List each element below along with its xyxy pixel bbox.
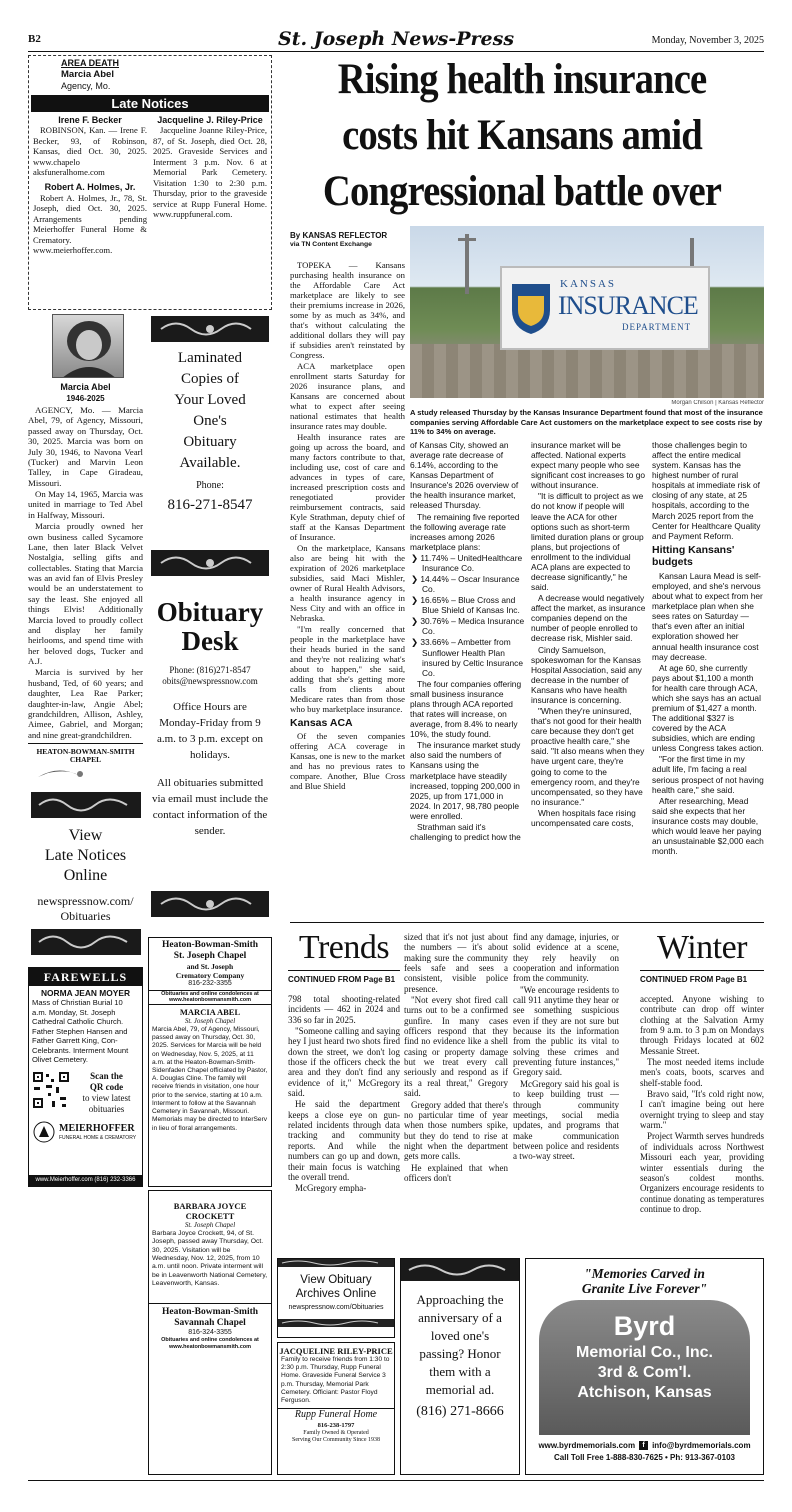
- winter-title: Winter: [656, 929, 748, 966]
- farewells-footer[interactable]: www.Meierhoffer.com (816) 232-3366: [29, 1175, 142, 1186]
- memorial-phone: (816) 271-8666: [416, 1404, 504, 1419]
- lam-line-4: One's: [193, 413, 227, 429]
- col2-p4: The insurance market study also said the numbers of Kansans using the marketplace have steadily increased, topping 200,000 in 2025, up from 171,000 in 2024. In 2017, 98,780 people were enrolled.: [410, 740, 521, 821]
- trends-c3-p3: McGregory said his goal is to keep building trust — through community meetings, social media updates, and programs that make communication between police and residents a two-way street.: [513, 1078, 619, 1162]
- trends-col-3: [513, 932, 619, 1256]
- byrd-web[interactable]: www.byrdmemorials.com: [538, 1441, 636, 1450]
- portrait-icon: [53, 315, 124, 378]
- lam-phone-label: Phone:: [196, 480, 224, 491]
- scroll-ornament-icon: [148, 548, 272, 578]
- col3-p5: "When they're uninsured, that's not good for their health care because they don't get proactive health care," she said. "It also means when they have urgent care, they're going to come to the emergency room, and they're uncompensated, so they have no insurance.": [531, 706, 645, 807]
- farewells-text: Mass of Christian Burial 10 a.m. Monday, St. Joseph Cathedral Catholic Church. Father Stephen Hansen and Father Garrett King, Con-Celebrants. Interment Mount Olivet Cemetery.: [32, 998, 129, 1065]
- hbs-t4: Crematory Company: [175, 971, 245, 980]
- archives-url[interactable]: newspressnow.com/Obituaries: [288, 1304, 384, 1311]
- story-col-3: [531, 440, 646, 914]
- col3-p3: A decrease would negatively affect the market, as insurance companies depend on the number of people enrolled to decrease risk, Mishler said.: [531, 593, 646, 644]
- qr-l3: to view latest obituaries: [82, 1092, 131, 1114]
- rupp-sub1: Family Owned & Operated: [303, 1429, 369, 1436]
- bullet-1: ❯ 11.74% – UnitedHealthcare Insurance Co.: [411, 552, 523, 573]
- winter-p2: The most needed items include men's coats, boots, scarves and shelf-stable food.: [640, 1057, 764, 1088]
- scroll-ornament-icon: [28, 790, 143, 820]
- qr-l2: QR code: [89, 1081, 124, 1092]
- hbs-s1: Heaton-Bowman-Smith: [161, 1306, 259, 1317]
- late-notices-box: [28, 55, 272, 310]
- issue-date: Monday, November 3, 2025: [651, 35, 764, 46]
- bullet-5: ❯ 33.66% – Ambetter from Sunflower Health Plan insured by Celtic Insurance Co.: [411, 637, 524, 678]
- meierhoffer-name: MEIERHOFFER: [59, 1122, 135, 1134]
- trends-kicker: CONTINUED FROM Page B1: [288, 975, 396, 984]
- obituary-desk: [148, 548, 272, 924]
- qr-l1: Scan the: [90, 1070, 123, 1081]
- col3-p6: When hospitals face rising uncompensated care costs,: [531, 807, 636, 828]
- lam-phone: 816-271-8547: [167, 497, 253, 514]
- byrd-email[interactable]: info@byrdmemorials.com: [652, 1441, 751, 1450]
- byrd-l1: Memorial Co., Inc.: [576, 1343, 713, 1361]
- col1-p3: Health insurance rates are going up across the board, and many factors contribute to that, including use, cost of care and advances in types of care, increased prescription costs and renegotiated provider reimbursement contracts, said Kyle Strathman, deputy chief of staff at the Kansas Department of Insurance.: [290, 432, 405, 542]
- lam-line-5: Obituary: [183, 434, 237, 450]
- laminated-ad: [148, 314, 272, 522]
- hbs-t3: and St. Joseph: [186, 962, 234, 971]
- subhead-budgets: Hitting Kansans' budgets: [652, 543, 735, 569]
- photo-caption: A study released Thursday by the Kansas Insurance Department found that most of the insurance companies serving Affordable Care Act customers on the marketplace expect to see costs rise by 11% to 34% on average.: [410, 408, 763, 437]
- rupp-listing: [277, 1342, 395, 1475]
- col2-p3: The four companies offering small business insurance plans through ACA reported that rates will increase, on average, from 8.4% to nearly 10%, the study found.: [410, 678, 522, 740]
- trends-col-2: [404, 932, 508, 1256]
- scroll-ornament-icon: [278, 1319, 394, 1327]
- lam-line-2: Copies of: [181, 371, 239, 387]
- obit-body: [28, 405, 143, 740]
- bullet-4: ❯ 30.76% – Medica Insurance Co.: [411, 616, 525, 637]
- hbs-cond: Obituaries and online condolences at: [149, 990, 271, 998]
- rupp-phone: 816-238-1797: [317, 1421, 355, 1429]
- hbs-url[interactable]: www.heatonbowmansmith.com: [149, 997, 271, 1005]
- sign-line-2: INSURANCE: [558, 291, 698, 320]
- shield-icon: [510, 280, 552, 336]
- hbs-scond: Obituaries and online condolences at: [161, 1337, 259, 1344]
- winter-kicker: CONTINUED FROM Page B1: [640, 975, 748, 984]
- obit-photo: [52, 314, 124, 378]
- byrd-name: Byrd: [613, 1311, 676, 1341]
- desk-title-1: Obituary: [156, 597, 264, 627]
- notice-holmes-name: Robert A. Holmes, Jr.: [44, 181, 136, 192]
- view-late-url[interactable]: newspressnow.com/: [37, 894, 134, 908]
- trends-col-1: [288, 994, 400, 1256]
- crockett-listing: [148, 1190, 272, 1475]
- col3-p2: "It is difficult to project as we do not know if people will leave the ACA for other options such as short-term limited duration plans or group plans, but projections of enrollment to the individual ACA plans are expected to decrease significantly," he said.: [531, 491, 644, 593]
- col4-p3: At age 60, she currently pays about $1,100 a month for health care through ACA, which she says has an actual premium of $1,427 a month. The additional $327 is covered by the ACA subsidies, which are ending unless Congress takes action.: [652, 662, 764, 754]
- trends-c1-p3: He said the department keeps a close eye on gun-related incidents through data tracking and community reports. And while the numbers can go up and down, their main focus is watching the overall trend.: [288, 1099, 400, 1182]
- byrd-phones: Call Toll Free 1-888-830-7625 • Ph: 913-367-0103: [554, 1452, 735, 1462]
- meierhoffer-logo-icon: [33, 1121, 55, 1143]
- archives-l1: View Obituary: [300, 1274, 372, 1286]
- hbs-c2: St. Joseph Chapel: [184, 1221, 236, 1229]
- byrd-stone: [539, 1300, 750, 1435]
- obit-years: 1946-2025: [66, 394, 105, 403]
- archives-l2: Archives Online: [295, 1288, 377, 1300]
- memorial-ad: [400, 1258, 520, 1475]
- byrd-ad: [525, 1258, 764, 1475]
- facebook-icon: f: [639, 1441, 648, 1450]
- chapel-logo: HEATON-BOWMAN-SMITH CHAPEL: [28, 743, 143, 785]
- obit-name: Marcia Abel: [60, 382, 111, 392]
- masthead: St. Joseph News-Press: [277, 28, 515, 50]
- story-byline-2: via TN Content Exchange: [290, 241, 372, 248]
- obit-p3: Marcia proudly owned her own business called Sycamore Lane, then later Black Velvet Nostalgia, selling gifts and collectables. Stating that Marcia was an avid fan of Elvis Presley would be an understatement to say the least. She enjoyed all things Elvis! Additionally Marcia loved to proudly collect and display her family heirlooms, and spend time with her beloved dogs, Tucker and A.J.: [28, 521, 143, 666]
- col4-p5: After researching, Mead said she expects that her insurance costs may double, which would leave her paying an unsustainable $2,000 each month.: [652, 795, 764, 857]
- hbs-phone: 816-232-3355: [188, 980, 232, 987]
- view-late-l3: Online: [63, 867, 108, 884]
- farewells-ad: [28, 967, 143, 1187]
- trends-c1-p4: McGregory empha-: [295, 1183, 367, 1194]
- bullet-3: ❯ 16.65% – Blue Cross and Blue Shield of Kansas Inc.: [411, 595, 520, 616]
- trends-c2-p1: sized that it's not just about the numbers — it's about making sure the community feels safe and sees a consistent, visible police presence.: [404, 932, 508, 994]
- desk-note: All obituaries submitted via email must include the contact information of the sender.: [151, 776, 269, 837]
- byrd-l3: Atchison, Kansas: [577, 1383, 712, 1401]
- desk-hours: Office Hours are Monday-Friday from 9 a.m. to 3 p.m. except on holidays.: [156, 700, 263, 761]
- col3-p1: insurance market will be affected. National experts expect many people who see significant cost increases to go without insurance.: [531, 440, 646, 491]
- photo-credit: Morgan Chilson | Kansas Reflector: [671, 400, 764, 406]
- footer-rule: [28, 1480, 764, 1481]
- memorial-text: Approaching the anniversary of a loved one's passing? Honor them with a memorial ad.: [416, 1292, 504, 1397]
- desk-phone: Phone: (816)271-8547: [169, 665, 251, 675]
- winter-p4: Project Warmth serves hundreds of individuals across Northwest Missouri each year, providing winter essentials during the season's coldest months. Organizers encourage residents to continue donating as temperatures continue to drop.: [640, 1131, 764, 1214]
- hbs-n1: MARCIA ABEL: [179, 1006, 241, 1017]
- subhead-kansas-aca: Kansas ACA: [290, 717, 353, 729]
- col1-p1: TOPEKA — Kansans purchasing health insurance on the Affordable Care Act marketplace are likely to see their premiums increase in 2026, some by as much as 34%, and that's without calculating the additional dollars they will pay if subsidies aren't reinstated by Congress.: [290, 260, 405, 360]
- story-bottom-rule: [290, 922, 764, 923]
- hbs-listing: [148, 937, 272, 1187]
- archives-ad[interactable]: [277, 1258, 395, 1338]
- notice-holmes-text: Robert A. Holmes, Jr., 78, St. Joseph, died Oct. 30, 2025. Arrangements pending Meierhoffer Funeral Home & Crematory. www.meierhoffer.com.: [33, 192, 147, 256]
- view-late-notices[interactable]: [28, 790, 143, 966]
- farewells-title: FAREWELLS: [29, 968, 142, 986]
- obit-p2: On May 14, 1965, Marcia was united in marriage to Ted Abel in Halfway, Missouri.: [28, 489, 143, 520]
- qr-code-icon[interactable]: [32, 1071, 70, 1109]
- scroll-ornament-icon: [401, 1259, 519, 1281]
- winter-header: [640, 928, 764, 988]
- obit-p4: Marcia is survived by her husband, Ted, of 60 years; and daughter, Lea Rae Parker; daughter-in-law, Angie Abel; grandchildren, Allison, Ashley, Aimee, Gabriel, and Morgan; and nine great-grandchildren.: [28, 667, 143, 740]
- hbs-c1: St. Joseph Chapel: [184, 1017, 236, 1026]
- trends-c1-p2: "Someone calling and saying hey I just heard two shots fired down the street, we don't log those if the officers check the area and they don't find any evidence of it," McGregory said.: [288, 1026, 400, 1099]
- story-photo: [410, 226, 764, 398]
- view-late-l2: Late Notices: [44, 847, 127, 864]
- col4-p2: Kansan Laura Mead is self-employed, and she's nervous about what to expect from her marketplace plan when she sees rates on Saturday — that's even after an initial exploration showed her annual health insurance cost may decrease.: [652, 570, 763, 662]
- col1-p4: On the marketplace, Kansans also are being hit with the expiration of 2026 marketplace subsidies, said Maci Mishler, owner of Rural Health Advisors, a health insurance agency in Ness City and with an office in Nebraska.: [290, 543, 405, 623]
- insurance-sign: [500, 266, 710, 350]
- area-death-title: AREA DEATH: [61, 58, 119, 68]
- notice-becker-text: ROBINSON, Kan. — Irene F. Becker, 93, of Robinson, Kansas, died Oct. 30, 2025. www.chapelo aksfuneralhome.com: [33, 125, 147, 178]
- lam-line-3: Your Loved: [174, 392, 246, 408]
- rupp-logo: Rupp Funeral Home: [278, 1408, 394, 1421]
- col2-p5: Strathman said it's challenging to predict how the: [410, 821, 521, 842]
- desk-email[interactable]: obits@newspressnow.com: [162, 675, 258, 686]
- byrd-tag: "Memories Carved in Granite Live Forever": [581, 1266, 708, 1296]
- hbs-t1: Heaton-Bowman-Smith: [161, 940, 259, 950]
- lam-line-6: Available.: [179, 455, 241, 471]
- col2-p1: of Kansas City, showed an average rate decrease of 6.14%, according to the Kansas Department of Insurance's 2026 overview of the health insurance market, released Thursday.: [410, 440, 519, 511]
- meierhoffer-sub: FUNERAL HOME & CREMATORY: [59, 1134, 137, 1141]
- farewells-name: NORMA JEAN MOYER: [40, 988, 131, 998]
- flower-icon: [28, 765, 143, 779]
- col1-p2: ACA marketplace open enrollment starts Saturday for 2026 insurance plans, and Kansans are concerned about what to expect after seeing national estimates that health insurance rates may double.: [290, 361, 405, 431]
- scroll-ornament-icon: [148, 889, 272, 919]
- notice-riley-text: Jacqueline Joanne Riley-Price, 87, of St. Joseph, died Oct. 28, 2025. Graveside Services and Interment 3 p.m. Nov. 6 at Memorial Park Cemetery. Visitation 1:30 to 2:30 p.m. Thursday, prior to the graveside service at Rupp Funeral Home. www.ruppfuneral.com.: [153, 125, 267, 220]
- hbs-surl[interactable]: www.heatonbowmansmith.com: [169, 1344, 251, 1351]
- byrd-l2: 3rd & Com'l.: [597, 1363, 692, 1381]
- trends-c3-p1: find any damage, injuries, or solid evidence at a scene, they rely heavily on cooperation and information from the community.: [513, 932, 619, 984]
- story-col-4: [652, 440, 764, 914]
- hbs-sphone: 816-324-3355: [188, 1328, 232, 1336]
- subhead-kansas-aca-text: Of the seven companies offering ACA coverage in Kansas, one is new to the market and has no previous rates to compare. Another, Blue Cross and Blue Shield: [290, 731, 405, 792]
- page-number: B2: [28, 33, 41, 45]
- rupp-sub2: Serving Our Community Since 1938: [292, 1436, 380, 1443]
- trends-c2-p4: He explained that when officers don't: [404, 1162, 508, 1183]
- hbs-n2: BARBARA JOYCE CROCKETT: [173, 1201, 247, 1221]
- view-late-sub: Obituaries: [60, 908, 111, 923]
- hbs-t2: St. Joseph Chapel: [173, 951, 247, 961]
- notice-riley-name: Jacqueline J. Riley-Price: [157, 114, 263, 125]
- notice-becker-name: Irene F. Becker: [58, 114, 122, 125]
- story-headline: Rising health insurance costs hit Kansans amid Congressional battle over: [322, 56, 722, 215]
- rupp-text: Family to receive friends from 1:30 to 2:30 p.m. Thursday, Rupp Funeral Home. Graveside Funeral Service 3 p.m. Thursday, Memorial Park Cemetery. Officiant: Pastor Floyd Ferguson.: [281, 1356, 390, 1405]
- scroll-ornament-icon: [148, 314, 272, 344]
- sign-line-1: KANSAS: [560, 278, 617, 290]
- area-death-place: Agency, Mo.: [61, 80, 111, 91]
- hbs-d1: Marcia Abel, 79, of Agency, Missouri, passed away on Thursday, Oct. 30, 2025. Services for Marcia will be held on Wednesday, Nov. 5, 2025, at 11 a.m. at the Heaton-Bowman-Smith-Sidenfaden Chapel officiated by Pastor, A. Douglas Cline. The family will receive friends in visitation, one hour prior to the service, starting at 10 a.m. Interment to follow at the Savannah Cemetery in Savannah, Missouri. Memorials may be directed to InterServ in lieu of floral arrangements.: [152, 1025, 268, 1132]
- desk-title-2: Desk: [181, 626, 239, 656]
- scroll-ornament-icon: [28, 927, 143, 957]
- hbs-d2: Barbara Joyce Crockett, 94, of St. Joseph, passed away Thursday, Oct. 30, 2025. Visitation will be Wednesday, Nov. 12, 2025, from 10 a.m. until noon. Private interment will be in Leavenworth National Cemetery, Leavenworth, Kansas.: [152, 1229, 268, 1288]
- bullet-2: ❯ 14.44% – Oscar Insurance Co.: [411, 574, 520, 595]
- winter-p1: accepted. Anyone wishing to contribute can drop off winter clothing at the Salvation Army from 9 a.m. to 3 p.m on Mondays through Fridays located at 602 Messanie Street.: [640, 994, 764, 1056]
- col3-p4: Cindy Samuelson, spokeswoman for the Kansas Hospital Association, said any decrease in the number of Kansans who have health insurance is concerning.: [531, 644, 642, 705]
- trends-title: Trends: [298, 929, 390, 966]
- lam-line-1: Laminated: [177, 350, 243, 366]
- late-notices-header: Late Notices: [31, 95, 269, 112]
- trends-c1-p1: 798 total shooting-related incidents — 462 in 2024 and 336 so far in 2025.: [288, 994, 400, 1025]
- trends-c3-p2: "We encourage residents to call 911 anytime they hear or see something suspicious even if they are not sure but because its the information from the public its vital to solving these crimes and preventing future instances," Gregory said.: [513, 984, 619, 1078]
- trends-c2-p2: "Not every shot fired call turns out to be a confirmed gunfire. In many cases officers respond that they find no evidence like a shell casing or property damage but we treat every call seriously and respond as if its a real threat," Gregory said.: [404, 995, 508, 1099]
- area-death-name: Marcia Abel: [61, 68, 114, 80]
- view-late-l1: View: [68, 827, 103, 844]
- scroll-ornament-icon: [278, 1259, 394, 1267]
- col4-p4: "For the first time in my adult life, I'm facing a real serious prospect of not having health care," she said.: [652, 754, 764, 795]
- winter-p3: Bravo said, "It's cold right now, I can't imagine being out here overnight trying to sleep and stay warm.": [640, 1089, 764, 1131]
- sign-line-3: DEPARTMENT: [622, 322, 692, 332]
- winter-body: [640, 994, 764, 1256]
- trends-c2-p3: Gregory added that there's no particular time of year when those numbers spike, but they do tend to rise at night when the department gets more calls.: [404, 1099, 508, 1162]
- hbs-s2: Savannah Chapel: [174, 1317, 246, 1328]
- rupp-name: JACQUELINE RILEY-PRICE: [279, 1346, 393, 1356]
- col4-p1: those challenges begin to affect the entire medical system. Kansas has the highest number of rural hospitals at immediate risk of closing of any state, at 25 hospitals, according to the March 2025 report from the Center for Healthcare Quality and Payment Reform.: [652, 440, 761, 541]
- obit-p1: AGENCY, Mo. — Marcia Abel, 79, of Agency, Missouri, passed away on Thursday, Oct. 30, 2025. Marcia was born on July 30, 1946, to Navona Vearl (Tucker) and Marvin Leon Talley, in Cape Giradeau, Missouri.: [28, 405, 143, 488]
- story-col-1: [290, 260, 405, 835]
- col1-p5: "I'm really concerned that people in the marketplace have their heads buried in the sand and they're not realizing what's about to happen," she said, adding that she's getting more calls from clients about Medicare rates than from those who buy marketplace insurance.: [290, 624, 405, 714]
- story-col-2: [410, 440, 525, 914]
- story-byline: By KANSAS REFLECTOR: [290, 231, 388, 240]
- col2-p2: The remaining five reported the following average rate increases among 2026 marketplace plans:: [410, 511, 520, 552]
